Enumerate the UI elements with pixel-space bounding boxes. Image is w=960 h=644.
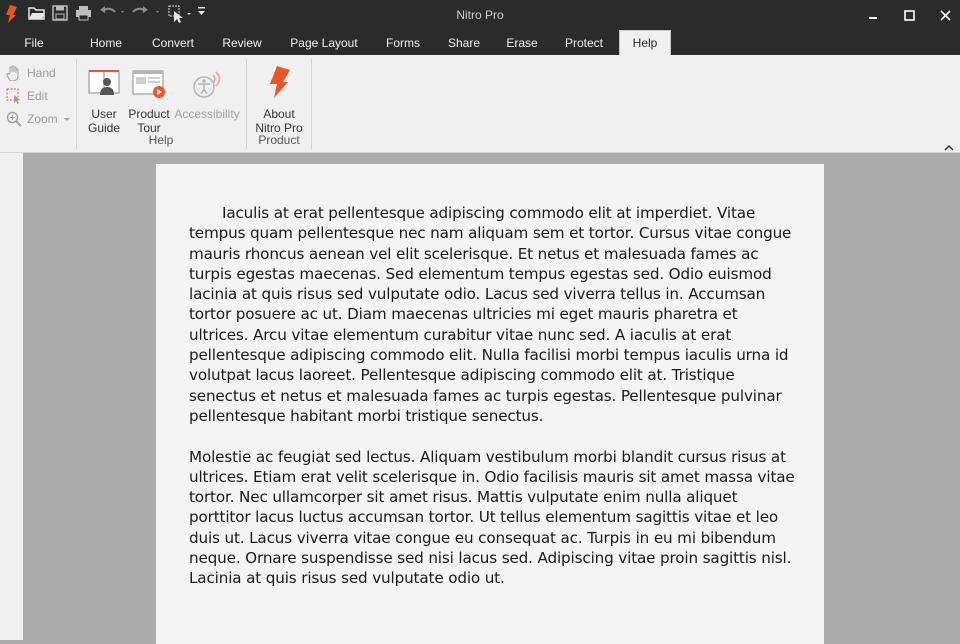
tab-home[interactable]: Home <box>89 36 122 50</box>
user-guide-icon <box>87 67 121 99</box>
edit-tool[interactable] <box>6 88 48 104</box>
product-tour-icon <box>132 69 166 99</box>
accessibility-label: Accessibility <box>174 107 240 121</box>
title-bar <box>0 0 960 30</box>
tab-erase[interactable]: Erase <box>506 36 538 50</box>
document-viewport[interactable] <box>0 153 960 640</box>
tab-forms[interactable]: Forms <box>386 36 420 50</box>
ribbon-separator <box>311 59 312 149</box>
window-title: Nitro Pro <box>456 8 504 22</box>
tab-share[interactable]: Share <box>447 36 481 50</box>
zoom-tool[interactable] <box>6 111 72 127</box>
chevron-down-icon <box>62 115 72 123</box>
about-nitro-pro-label: About Nitro Pro <box>255 107 303 135</box>
product-tour-label: Product Tour <box>128 107 170 135</box>
ribbon-tabs <box>0 30 960 55</box>
nitro-logo-icon <box>266 65 292 99</box>
edit-label: Edit <box>27 89 48 103</box>
user-guide-label: User Guide <box>87 107 121 135</box>
hand-icon <box>6 65 22 81</box>
tab-help[interactable]: Help <box>619 30 671 55</box>
product-group-label: Product <box>258 133 300 147</box>
about-nitro-pro-button[interactable] <box>251 63 307 135</box>
tab-page-layout[interactable]: Page Layout <box>290 36 358 50</box>
paragraph: Iaculis at erat pellentesque adipiscing commodo elit at imperdiet. Vitae tempus quam pellentesque nec nam aliquam sem et tortor. Cursus vitae congue mauris rhoncus aenean vel elit scelerisque. Et netus et malesuada fames ac turpis egestas maecenas. Sed elementum tempus egestas sed. Odio euismod lacinia at quis risus sed vulputate odio. Lacus sed viverra tellus in. Accumsan tortor posuere ac ut. Diam maecenas ultricies mi eget mauris pharetra et ultrices. Arcu vitae elementum curabitur vitae nunc sed. A iaculis at erat pellentesque adipiscing commodo elit. Nulla facilisi morbi tempus iaculis urna id volutpat lacus laoreet. Pellentesque adipiscing commodo elit at. Tristique senectus et netus et malesuada fames ac turpis egestas. Pellentesque pulvinar pellentesque habitant morbi tristique senectus. <box>189 204 792 425</box>
document-page[interactable] <box>156 164 824 644</box>
edit-icon <box>6 88 22 104</box>
ribbon-panel <box>0 55 960 153</box>
zoom-label: Zoom <box>27 112 58 126</box>
close-icon[interactable] <box>930 4 960 26</box>
ribbon-separator <box>246 59 247 149</box>
navigation-pane-strip[interactable] <box>0 153 23 640</box>
tab-review[interactable]: Review <box>222 36 262 50</box>
hand-label: Hand <box>27 66 56 80</box>
tab-file[interactable]: File <box>24 36 44 50</box>
ribbon-separator <box>76 59 77 149</box>
page-text <box>189 203 795 589</box>
minimize-icon[interactable] <box>858 4 888 26</box>
maximize-icon[interactable] <box>894 4 924 26</box>
tab-protect[interactable]: Protect <box>564 36 603 50</box>
product-tour-button[interactable] <box>123 63 175 135</box>
tab-convert[interactable]: Convert <box>151 36 195 50</box>
accessibility-button[interactable] <box>173 63 241 121</box>
help-group-label: Help <box>148 133 174 147</box>
hand-tool[interactable] <box>6 65 56 81</box>
paragraph: Molestie ac feugiat sed lectus. Aliquam vestibulum morbi blandit cursus risus at ultrices. Etiam erat velit scelerisque in. Odio facilisis mauris sit amet massa vitae tortor. Nec ullamcorper sit amet risus. Mattis vulputate enim nulla aliquet porttitor lacus luctus accumsan tortor. Ut tellus elementum sagittis vitae et leo duis ut. Lacus viverra vitae congue eu consequat ac. Turpis in eu mi bibendum neque. Ornare suspendisse sed nisi lacus sed. Adipiscing vitae proin sagittis nisl. Lacinia at quis risus sed vulputate odio ut. <box>189 447 795 588</box>
zoom-icon <box>6 111 22 127</box>
accessibility-icon <box>191 67 223 99</box>
